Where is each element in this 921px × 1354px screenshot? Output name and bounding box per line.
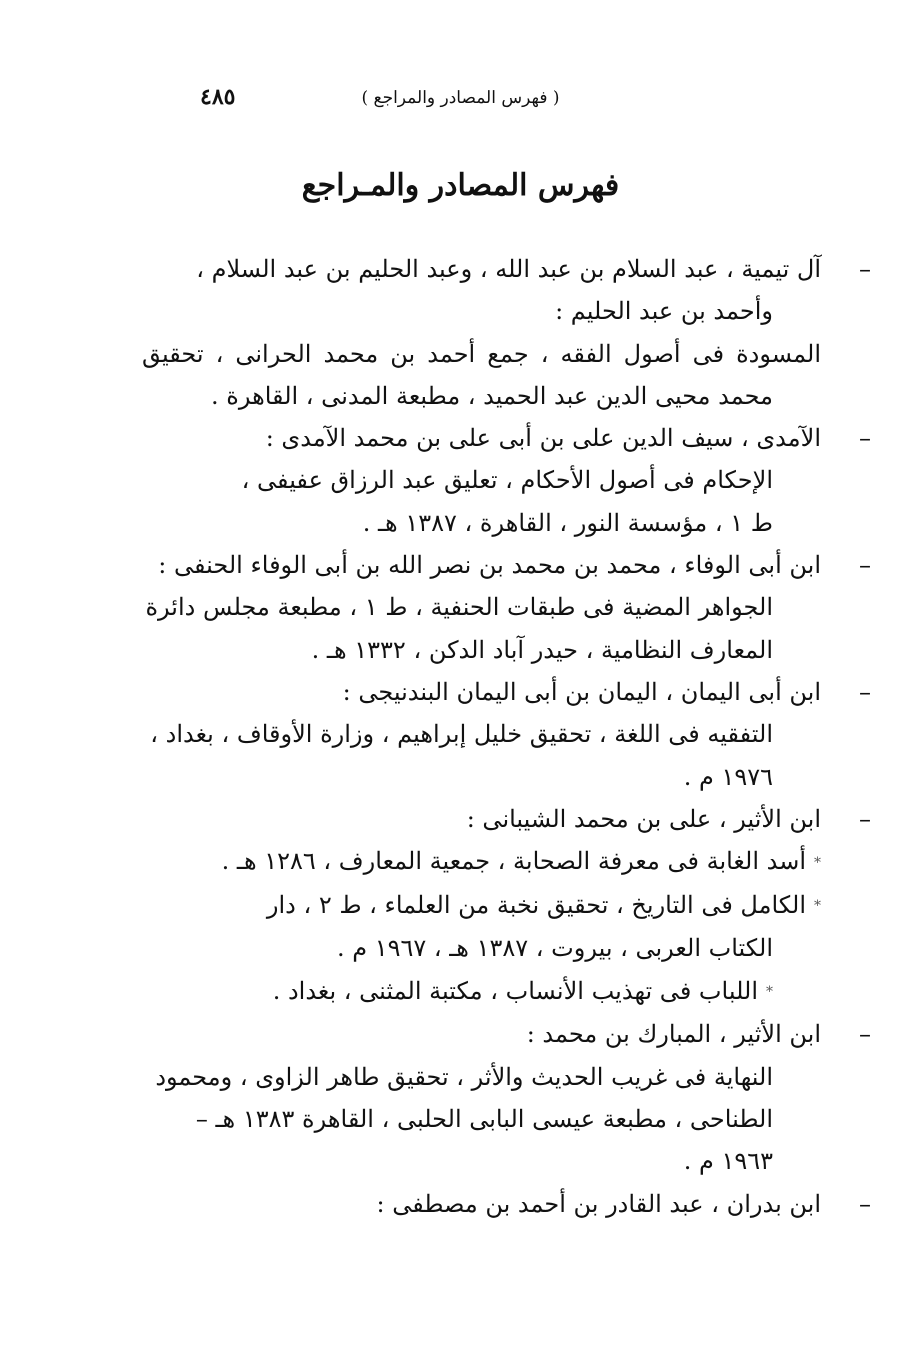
entry-line: وأحمد بن عبد الحليم : xyxy=(555,297,773,326)
entry-subitem xyxy=(142,970,821,1014)
entry-author xyxy=(142,671,871,713)
bullet-mark: * xyxy=(766,984,773,1001)
bibliography-list xyxy=(142,248,871,1225)
entry-author-text: ابن أبى اليمان ، اليمان بن أبى اليمان البندنيجى : xyxy=(342,677,821,706)
entry-author-text: الآمدى ، سيف الدين على بن أبى على بن محمد الآمدى : xyxy=(265,424,821,453)
entry-subitem-text: الكامل فى التاريخ ، تحقيق نخبة من العلماء ، ط ٢ ، دار xyxy=(266,890,806,919)
entry-author xyxy=(142,1013,871,1055)
running-header xyxy=(190,84,731,120)
entry-dash: – xyxy=(859,804,871,833)
entry-author-text: ابن أبى الوفاء ، محمد بن محمد بن نصر الله بن أبى الوفاء الحنفى : xyxy=(158,551,821,580)
entry-line: الكتاب العربى ، بيروت ، ١٣٨٧ هـ ، ١٩٦٧ م . xyxy=(336,934,773,963)
entry-line: النهاية فى غريب الحديث والأثر ، تحقيق طاهر الزاوى ، ومحمود xyxy=(155,1062,773,1091)
entry-author-text: ابن بدران ، عبد القادر بن أحمد بن مصطفى : xyxy=(376,1189,821,1218)
entry-dash: – xyxy=(859,1020,871,1049)
entry-line: الجواهر المضية فى طبقات الحنفية ، ط ١ ، مطبعة مجلس دائرة xyxy=(145,593,773,622)
entry-author xyxy=(142,417,871,459)
page-title: فهرس المصادر والمـراجع xyxy=(301,168,620,203)
entry-author xyxy=(142,798,871,840)
entry-line: الطناحى ، مطبعة عيسى البابى الحلبى ، القاهرة ١٣٨٣ هـ – xyxy=(195,1104,773,1133)
entry-dash: – xyxy=(859,677,871,706)
entry-line: ط ١ ، مؤسسة النور ، القاهرة ، ١٣٨٧ هـ . xyxy=(362,508,773,537)
entry-line: المسودة فى أصول الفقه ، جمع أحمد بن محمد الحرانى ، تحقيق xyxy=(142,339,821,368)
entry-line: التفقيه فى اللغة ، تحقيق خليل إبراهيم ، وزارة الأوقاف ، بغداد ، xyxy=(150,720,773,749)
entry-line: ١٩٦٣ م . xyxy=(683,1147,773,1176)
entry-line: محمد محيى الدين عبد الحميد ، مطبعة المدنى ، القاهرة . xyxy=(211,381,773,410)
page-number: ٤٨٥ xyxy=(200,84,236,110)
entry-subitem-text: اللباب فى تهذيب الأنساب ، مكتبة المثنى ، بغداد . xyxy=(272,976,758,1005)
entry-subitem xyxy=(142,884,821,928)
entry-dash: – xyxy=(859,551,871,580)
bullet-mark: * xyxy=(814,854,821,871)
entry-dash: – xyxy=(859,1189,871,1218)
entry-author xyxy=(142,544,871,586)
entry-subitem xyxy=(142,840,821,884)
entry-author xyxy=(142,1183,871,1225)
entry-author xyxy=(142,248,871,290)
entry-subitem-text: أسد الغابة فى معرفة الصحابة ، جمعية المعارف ، ١٢٨٦ هـ . xyxy=(221,847,806,876)
bullet-mark: * xyxy=(814,898,821,915)
entry-line: الإحكام فى أصول الأحكام ، تعليق عبد الرزاق عفيفى ، xyxy=(241,466,773,495)
entry-author-text: ابن الأثير ، على بن محمد الشيبانى : xyxy=(466,804,821,833)
entry-dash: – xyxy=(859,255,871,283)
running-title: ( فهرس المصادر والمراجع ) xyxy=(361,88,560,108)
entry-dash: – xyxy=(859,424,871,453)
entry-author-text: آل تيمية ، عبد السلام بن عبد الله ، وعبد الحليم بن عبد السلام ، xyxy=(196,255,821,283)
entry-author-text: ابن الأثير ، المبارك بن محمد : xyxy=(526,1020,821,1049)
entry-line: المعارف النظامية ، حيدر آباد الدكن ، ١٣٣٢ هـ . xyxy=(311,635,773,664)
entry-line: ١٩٧٦ م . xyxy=(683,762,773,791)
